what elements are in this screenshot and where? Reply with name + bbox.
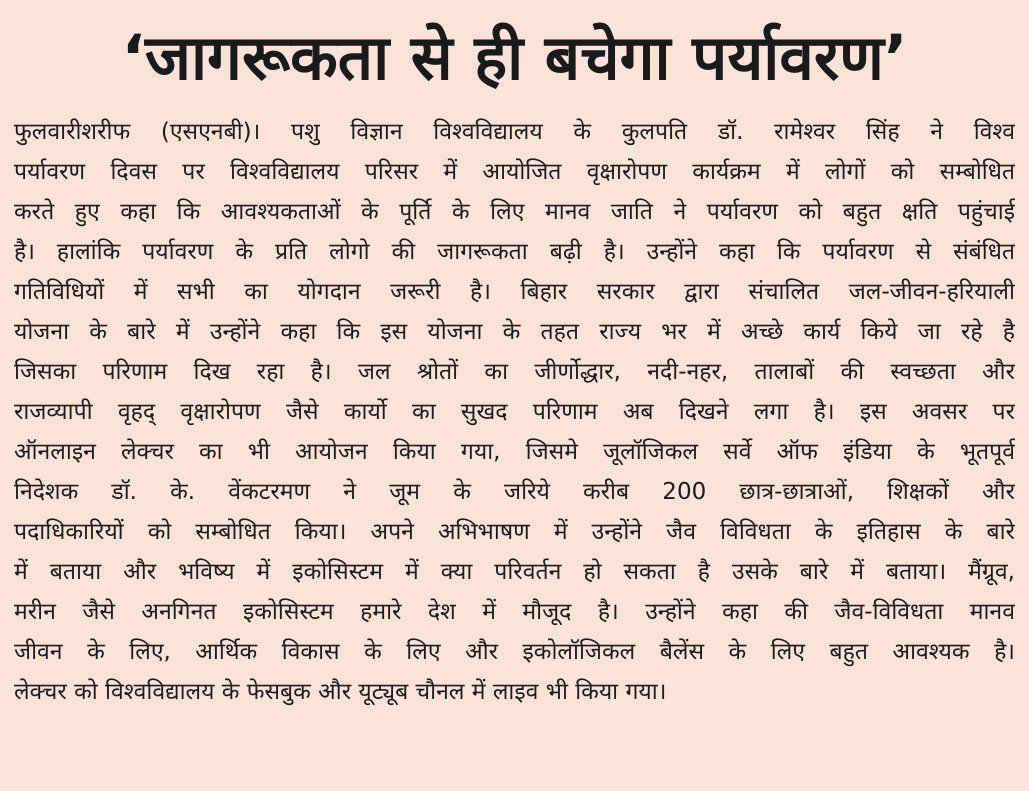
body-line: राजव्यापी वृहद् वृक्षारोपण जैसे कार्यो का सुखद परिणाम अब दिखने लगा है। इस अवसर पर — [14, 399, 1015, 425]
body-line: जीवन के लिए, आर्थिक विकास के लिए और इकोलॉजिकल बैलेंस के लिए बहुत आवश्यक है। — [14, 639, 1015, 665]
body-line: मरीन जैसे अनगिनत इकोसिस्टम हमारे देश में मौजूद है। उन्होंने कहा की जैव-विविधता मानव — [14, 599, 1015, 625]
article-body — [14, 112, 1015, 712]
body-line: फुलवारीशरीफ (एसएनबी)। पशु विज्ञान विश्वविद्यालय के कुलपति डॉ. रामेश्वर सिंह ने विश्व — [14, 119, 1015, 145]
body-line: योजना के बारे में उन्होंने कहा कि इस योजना के तहत राज्य भर में अच्छे कार्य किये जा रहे है — [14, 319, 1015, 345]
body-line: लेक्चर को विश्वविद्यालय के फेसबुक और यूट्यूब चौनल में लाइव भी किया गया। — [14, 679, 667, 705]
body-line: पर्यावरण दिवस पर विश्वविद्यालय परिसर में आयोजित वृक्षारोपण कार्यक्रम में लोगों को सम्बोधित — [14, 159, 1015, 185]
headline: ‘जागरूकता से ही बचेगा पर्यावरण’ — [121, 21, 908, 94]
body-line: निदेशक डॉ. के. वेंकटरमण ने जूम के जरिये करीब 200 छात्र-छात्राओं, शिक्षकों और — [14, 479, 1015, 505]
body-line: में बताया और भविष्य में इकोसिस्टम में क्या परिवर्तन हो सकता है उसके बारे में बताया। मैंग्रूव, — [14, 559, 1015, 585]
body-line: पदाधिकारियों को सम्बोधित किया। अपने अभिभाषण में उन्होंने जैव विविधता के इतिहास के बारे — [14, 519, 1015, 545]
body-line: है। हालांकि पर्यावरण के प्रति लोगो की जागरूकता बढ़ी है। उन्होंने कहा कि पर्यावरण से संबंधित — [14, 239, 1015, 265]
body-line: गतिविधियों में सभी का योगदान जरूरी है। बिहार सरकार द्वारा संचालित जल-जीवन-हरियाली — [14, 279, 1015, 305]
body-line: करते हुए कहा कि आवश्यकताओं के पूर्ति के लिए मानव जाति ने पर्यावरण को बहुत क्षति पहुंचाई — [14, 199, 1015, 225]
body-line: जिसका परिणाम दिख रहा है। जल श्रोतों का जीर्णोद्धार, नदी-नहर, तालाबों की स्वच्छता और — [14, 359, 1015, 385]
body-line: ऑनलाइन लेक्चर का भी आयोजन किया गया, जिसमे जूलॉजिकल सर्वे ऑफ इंडिया के भूतपूर्व — [14, 439, 1015, 465]
